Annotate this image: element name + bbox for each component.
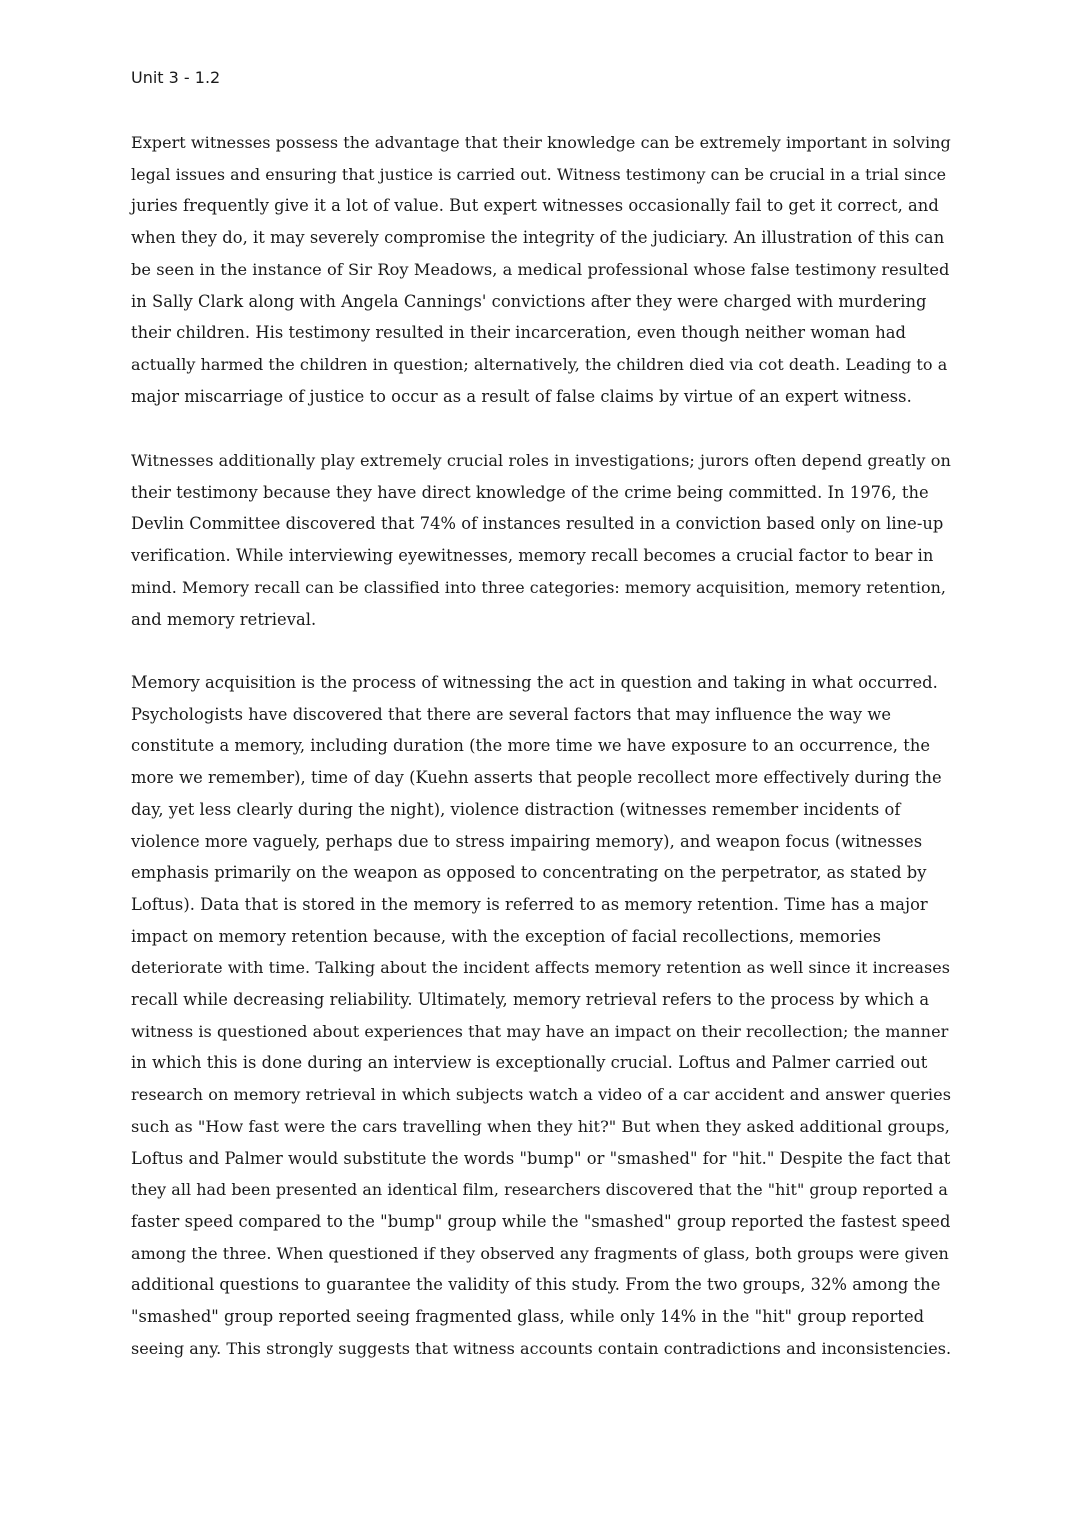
text-line: Witnesses additionally play extremely crucial roles in investigations; jurors often depend greatly on — [131, 451, 951, 470]
text-line: "smashed" group reported seeing fragmented glass, while only 14% in the "hit" group reported — [131, 1307, 925, 1327]
text-line: major miscarriage of justice to occur as a result of false claims by virtue of an expert witness. — [131, 386, 912, 406]
text-line: research on memory retrieval in which subjects watch a video of a car accident and answer queries — [131, 1085, 952, 1105]
text-line: impact on memory retention because, with the exception of facial recollections, memories — [131, 926, 882, 946]
text-line: such as "How fast were the cars travelling when they hit?" But when they asked additional groups, — [131, 1116, 950, 1136]
text-line: recall while decreasing reliability. Ultimately, memory retrieval refers to the process by which a — [131, 990, 930, 1010]
text-line: constitute a memory, including duration (the more time we have exposure to an occurrence, the — [131, 736, 931, 756]
text-line: their children. His testimony resulted in their incarceration, even though neither woman had — [131, 323, 906, 343]
text-line: faster speed compared to the "bump" group while the "smashed" group reported the fastest speed — [131, 1211, 951, 1231]
text-line: Psychologists have discovered that there are several factors that may influence the way we — [131, 704, 892, 724]
text-line: Loftus). Data that is stored in the memory is referred to as memory retention. Time has a major — [131, 894, 928, 914]
text-line: among the three. When questioned if they observed any fragments of glass, both groups were given — [131, 1243, 949, 1263]
paragraph-expert-witnesses — [131, 127, 951, 412]
text-line: verification. While interviewing eyewitnesses, memory recall becomes a crucial factor to bear in — [131, 546, 934, 566]
text-line: legal issues and ensuring that justice is carried out. Witness testimony can be crucial in a trial since — [131, 164, 947, 184]
text-line: witness is questioned about experiences that may have an impact on their recollection; the manner — [131, 1021, 949, 1041]
text-line: more we remember), time of day (Kuehn asserts that people recollect more effectively during the — [131, 768, 942, 788]
unit-header: Unit 3 - 1.2 — [131, 68, 221, 87]
text-line: seeing any. This strongly suggests that witness accounts contain contradictions and inconsistencies. — [131, 1338, 952, 1358]
text-line: emphasis primarily on the weapon as opposed to concentrating on the perpetrator, as stated by — [131, 863, 927, 883]
text-line: violence more vaguely, perhaps due to stress impairing memory), and weapon focus (witnesses — [131, 831, 923, 851]
text-line: Expert witnesses possess the advantage that their knowledge can be extremely important in solving — [131, 133, 951, 152]
text-line: in which this is done during an interview is exceptionally crucial. Loftus and Palmer carried out — [131, 1053, 928, 1073]
paragraph-witnesses-memory-recall — [131, 445, 951, 635]
text-line: when they do, it may severely compromise the integrity of the judiciary. An illustration of this can — [131, 228, 945, 248]
text-line: they all had been presented an identical film, researchers discovered that the "hit" group reported a — [131, 1180, 948, 1200]
text-line: actually harmed the children in question; alternatively, the children died via cot death. Leading to a — [131, 354, 948, 374]
text-line: juries frequently give it a lot of value. But expert witnesses occasionally fail to get it correct, and — [131, 196, 939, 216]
text-line: deteriorate with time. Talking about the incident affects memory retention as well since it increases — [131, 958, 950, 978]
paragraph-memory-acquisition — [131, 667, 951, 1364]
text-line: in Sally Clark along with Angela Cannings' convictions after they were charged with murdering — [131, 291, 927, 311]
text-line: additional questions to guarantee the validity of this study. From the two groups, 32% among the — [131, 1275, 941, 1295]
text-line: Memory acquisition is the process of witnessing the act in question and taking in what occurred. — [131, 673, 938, 692]
text-line: Loftus and Palmer would substitute the words "bump" or "smashed" for "hit." Despite the fact that — [131, 1148, 951, 1168]
text-line: Devlin Committee discovered that 74% of instances resulted in a conviction based only on line-up — [131, 514, 944, 534]
text-line: their testimony because they have direct knowledge of the crime being committed. In 1976, the — [131, 482, 929, 502]
text-line: day, yet less clearly during the night), violence distraction (witnesses remember incidents of — [131, 799, 901, 819]
text-line: and memory retrieval. — [131, 609, 317, 629]
text-line: be seen in the instance of Sir Roy Meadows, a medical professional whose false testimony resulted — [131, 259, 950, 279]
text-line: mind. Memory recall can be classified into three categories: memory acquisition, memory retention, — [131, 577, 947, 597]
